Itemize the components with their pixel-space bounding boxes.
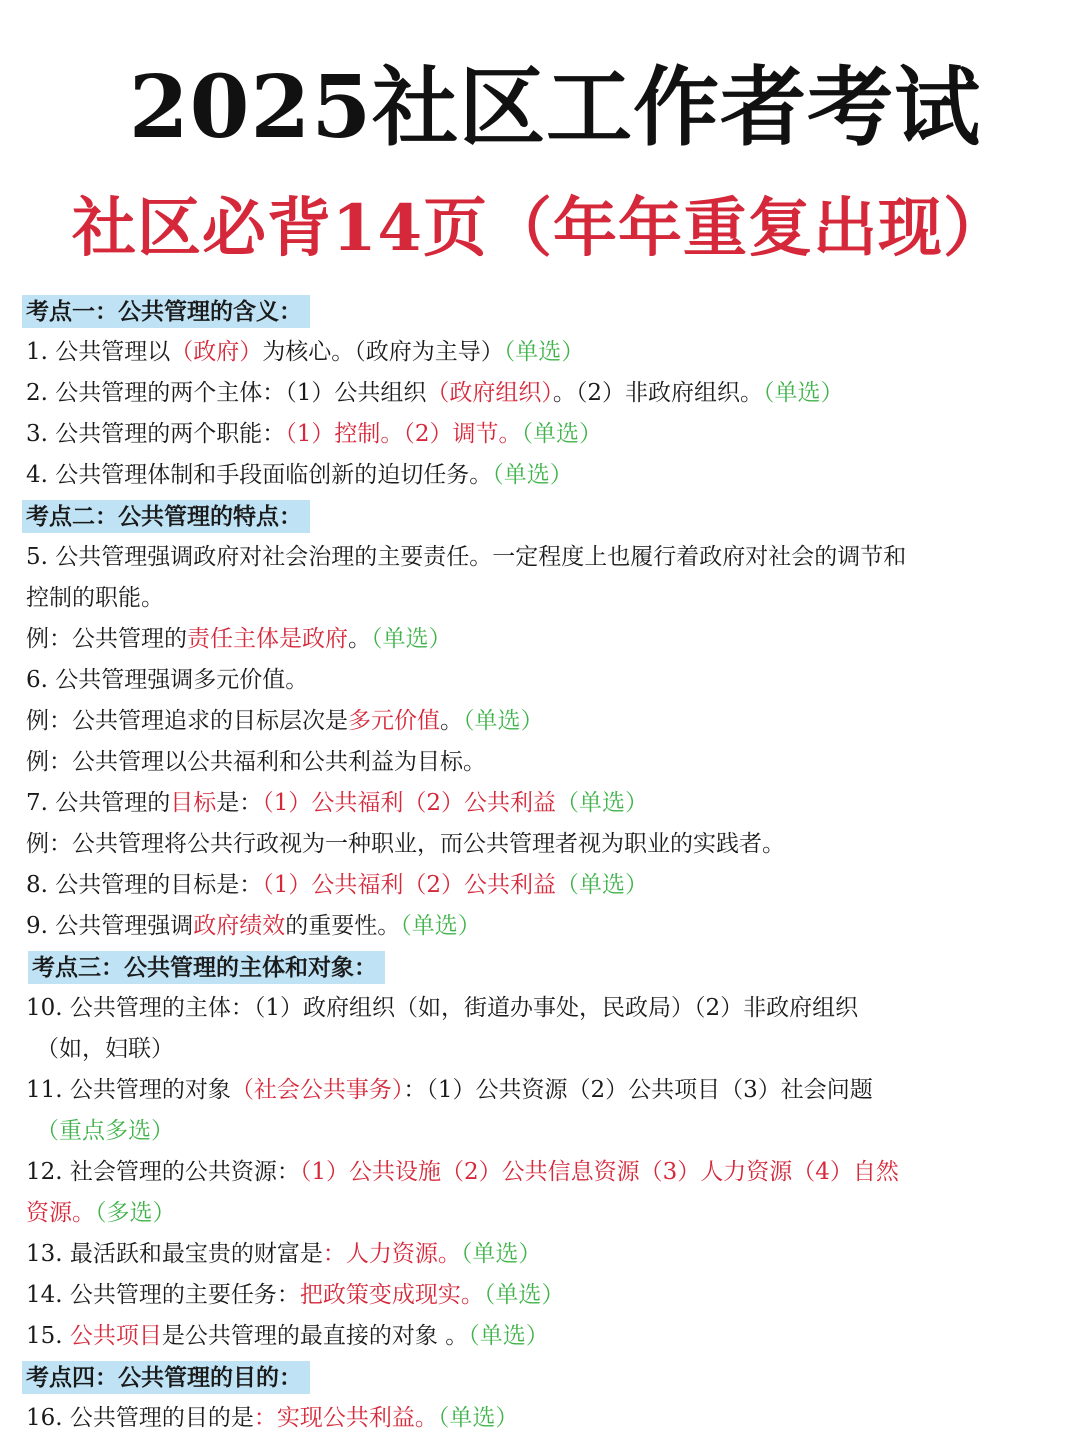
question-type-tag: （单选） [521,421,603,447]
highlight-text: ：实现公共利益。 [253,1405,438,1431]
item-9: 9. 公共管理强调政府绩效的重要性。（单选） [26,913,481,939]
highlight-text: 目标 [170,790,217,816]
highlight-text: （1）公共福利（2）公共利益 [262,790,557,816]
highlight-text: 政府绩效 [193,913,286,939]
item-16: 16. 公共管理的目的是：实现公共利益。（单选） [26,1405,519,1431]
highlight-text: （1）控制。（2）调节。 [285,421,522,447]
item-5-continued: 控制的职能。 [26,585,164,611]
item-15: 15. 公共项目是公共管理的最直接的对象 。（单选） [26,1323,549,1349]
highlight-text: （社会公共事务） [230,1077,404,1103]
question-type-tag: （单选） [463,708,544,734]
question-type-tag: （单选） [763,380,844,406]
item-4: 4. 公共管理体制和手段面临创新的迫切任务。（单选） [26,462,573,488]
section-label: 考点一：公共管理的含义： [22,295,310,328]
highlight-text: ：人力资源。 [322,1241,461,1267]
highlight-text: （1）公共设施（2）公共信息资源（3）人力资源（4）自然 [299,1159,899,1185]
page-subtitle: 社区必背14页（年年重复出现） [71,191,1009,266]
item-11-continued [26,1111,1026,1152]
question-type-tag: （单选） [556,790,649,816]
item-1: 1. 公共管理以（政府）为核心。（政府为主导）（单选） [26,339,585,365]
example-5: 例：公共管理的责任主体是政府。（单选） [26,626,452,652]
highlight-text: 公共项目 [69,1323,162,1349]
section-label: 考点三：公共管理的主体和对象： [28,951,385,984]
section-heading-4 [26,1357,1026,1398]
section-label: 考点四：公共管理的目的： [22,1361,310,1394]
question-type-tag: （单选） [468,1323,549,1349]
page-title: 2025社区工作者考试 [128,57,982,158]
item-11: 11. 公共管理的对象（社会公共事务）：（1）公共资源（2）公共项目（3）社会问题 [26,1077,873,1103]
highlight-text: 多元价值 [348,708,440,734]
example-6a: 例：公共管理追求的目标层次是多元价值。（单选） [26,708,544,734]
example-6b: 例：公共管理以公共福利和公共利益为目标。 [26,749,486,775]
item-14: 14. 公共管理的主要任务：把政策变成现实。（单选） [26,1282,565,1308]
item-5: 5. 公共管理强调政府对社会治理的主要责任。一定程度上也履行着政府对社会的调节和 [26,544,907,570]
question-type-tag: （多选） [95,1200,176,1226]
section-heading-3 [26,947,1026,988]
highlight-text: 资源。 [26,1200,95,1226]
highlight-text: （政府组织） [426,380,553,406]
item-6: 6. 公共管理强调多元价值。 [26,667,309,693]
question-type-tag: （单选） [400,913,481,939]
section-heading-2 [26,496,1026,537]
content-body [26,291,1026,1439]
highlight-text: 责任主体是政府 [187,626,348,652]
item-13: 13. 最活跃和最宝贵的财富是：人力资源。（单选） [26,1241,542,1267]
question-type-tag: （单选） [437,1405,519,1431]
section-label: 考点二：公共管理的特点： [22,500,310,533]
question-type-tag: （单选） [483,1282,565,1308]
question-type-tag: （单选） [556,872,649,898]
section-heading-1 [26,291,1026,332]
question-type-tag: （单选） [371,626,452,652]
question-type-tag: （单选） [503,339,585,365]
question-type-tag: （重点多选） [36,1118,174,1144]
item-3: 3. 公共管理的两个职能：（1）控制。（2）调节。（单选） [26,421,603,447]
highlight-text: （政府） [170,339,263,365]
question-type-tag: （单选） [460,1241,542,1267]
item-10-continued: （如，妇联） [36,1036,174,1062]
item-12-continued [26,1193,1026,1234]
question-type-tag: （单选） [492,462,573,488]
item-12: 12. 社会管理的公共资源：（1）公共设施（2）公共信息资源（3）人力资源（4）自然 [26,1159,899,1185]
item-2: 2. 公共管理的两个主体：（1）公共组织（政府组织）。（2）非政府组织。（单选） [26,380,844,406]
example-7: 例：公共管理将公共行政视为一种职业，而公共管理者视为职业的实践者。 [26,831,785,857]
item-8: 8. 公共管理的目标是：（1）公共福利（2）公共利益（单选） [26,872,649,898]
item-7: 7. 公共管理的目标是：（1）公共福利（2）公共利益（单选） [26,790,649,816]
highlight-text: （1）公共福利（2）公共利益 [262,872,557,898]
item-10: 10. 公共管理的主体：（1）政府组织（如，街道办事处，民政局）（2）非政府组织 [26,995,859,1021]
highlight-text: 把政策变成现实。 [299,1282,484,1308]
